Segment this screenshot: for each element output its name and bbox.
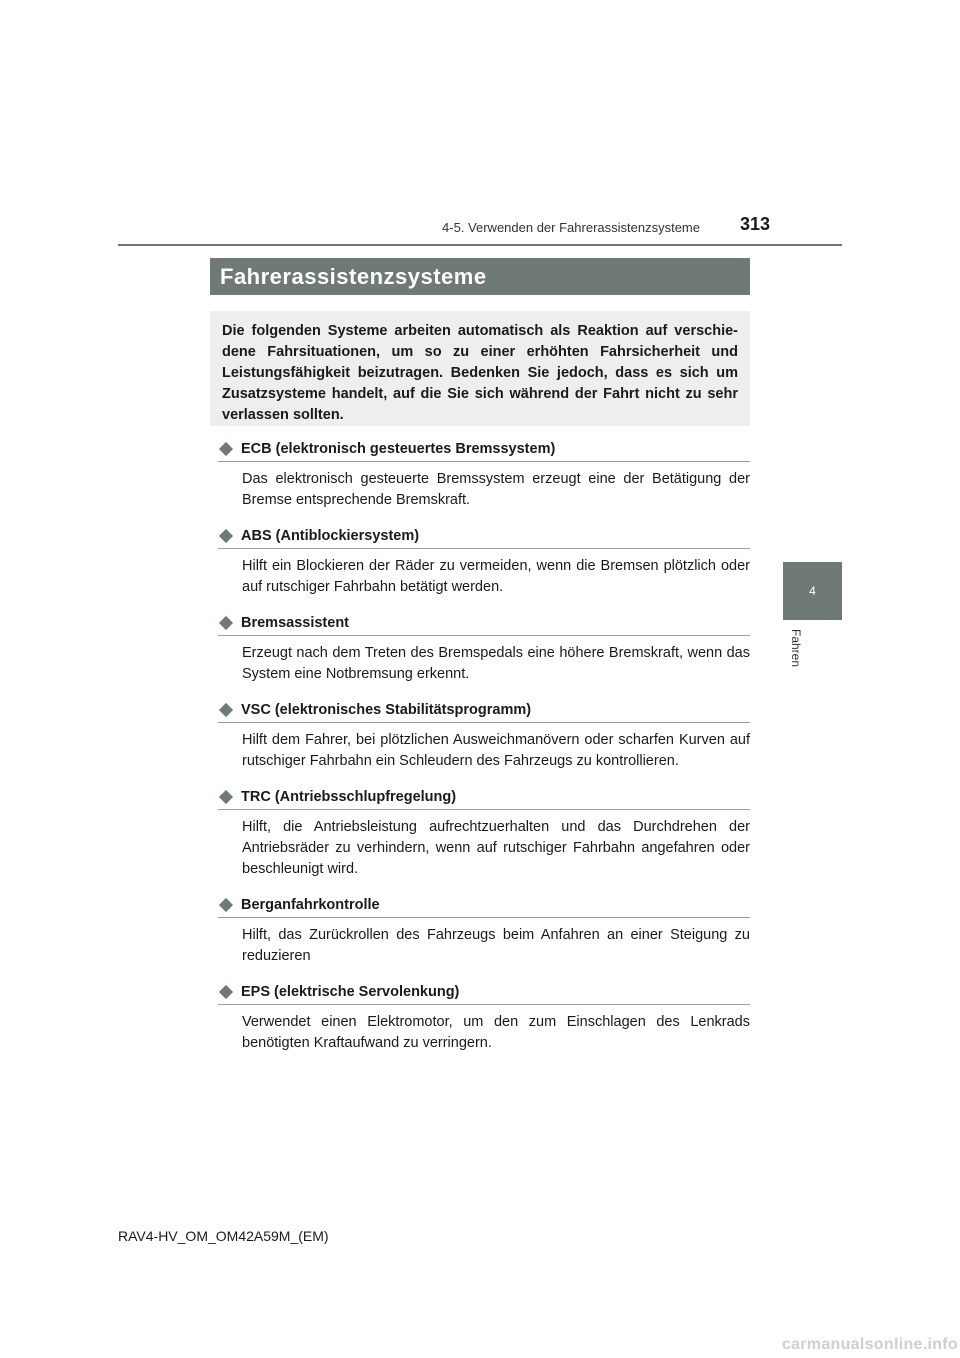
diamond-bullet-icon [219,985,233,999]
diamond-bullet-icon [219,790,233,804]
feature-heading [218,894,750,918]
feature-description: Hilft, die Antriebsleistung aufrechtzuerhalten und das Durchdrehen der Antriebsräder zu verhindern, wenn auf rutschiger Fahrbahn angefahren oder beschleunigt wird. [242,819,750,877]
feature-item [218,525,750,598]
feature-heading [218,525,750,549]
chapter-tab: 4 [783,562,842,620]
feature-heading [218,981,750,1005]
diamond-bullet-icon [219,616,233,630]
feature-heading-text: ABS (Antiblockiersystem) [241,528,420,544]
feature-heading-text: VSC (elektronisches Stabilitätsprogramm) [241,702,532,718]
chapter-label: Fahren [789,628,803,668]
page-title: Fahrerassistenzsysteme [210,258,750,295]
feature-heading-text: ECB (elektronisch gesteuertes Bremssystem) [241,441,556,457]
feature-heading-text: Bremsassistent [241,615,349,631]
section-header: 4-5. Verwenden der Fahrerassistenzsysteme [442,220,700,235]
feature-description: Hilft ein Blockieren der Räder zu vermeiden, wenn die Bremsen plötzlich oder auf rutschiger Fahrbahn betätigt werden. [242,558,750,595]
model-code: RAV4-HV_OM_OM42A59M_(EM) [118,1228,329,1244]
watermark: carmanualsonline.info [781,1336,958,1353]
feature-item [218,786,750,880]
feature-item [218,699,750,772]
feature-description: Das elektronisch gesteuerte Bremssystem erzeugt eine der Betätigung der Bremse entsprechende Bremskraft. [242,471,750,508]
intro-box: Die folgenden Systeme arbeiten automatisch als Reaktion auf verschie-dene Fahrsituationen, um so zu einer erhöhten Fahrsicherheit und Leistungsfähigkeit beizutragen. Bedenken Sie jedoch, dass es sich um Zusatzsysteme handelt, auf die Sie sich während der Fahrt nicht zu sehr verlassen sollten. [210,311,750,426]
feature-heading [218,612,750,636]
diamond-bullet-icon [219,898,233,912]
feature-item [218,612,750,685]
diamond-bullet-icon [219,442,233,456]
diamond-bullet-icon [219,703,233,717]
feature-heading [218,699,750,723]
feature-list [218,438,750,1068]
feature-description: Erzeugt nach dem Treten des Bremspedals eine höhere Bremskraft, wenn das System eine Notbremsung erkennt. [242,645,750,682]
feature-item [218,438,750,511]
feature-heading [218,786,750,810]
diamond-bullet-icon [219,529,233,543]
feature-description: Verwendet einen Elektromotor, um den zum Einschlagen des Lenkrads benötigten Kraftaufwand zu verringern. [242,1014,750,1051]
feature-heading-text: EPS (elektrische Servolenkung) [241,984,460,1000]
feature-description: Hilft, das Zurückrollen des Fahrzeugs beim Anfahren an einer Steigung zu reduzieren [242,927,750,964]
page-number: 313 [740,214,771,234]
feature-description: Hilft dem Fahrer, bei plötzlichen Ausweichmanövern oder scharfen Kurven auf rutschiger Fahrbahn ein Schleudern des Fahrzeugs zu kontrollieren. [242,732,750,769]
header-divider [118,244,842,246]
feature-item [218,981,750,1054]
feature-heading-text: Berganfahrkontrolle [241,897,380,913]
feature-heading-text: TRC (Antriebsschlupfregelung) [241,789,457,805]
feature-heading [218,438,750,462]
feature-item [218,894,750,967]
